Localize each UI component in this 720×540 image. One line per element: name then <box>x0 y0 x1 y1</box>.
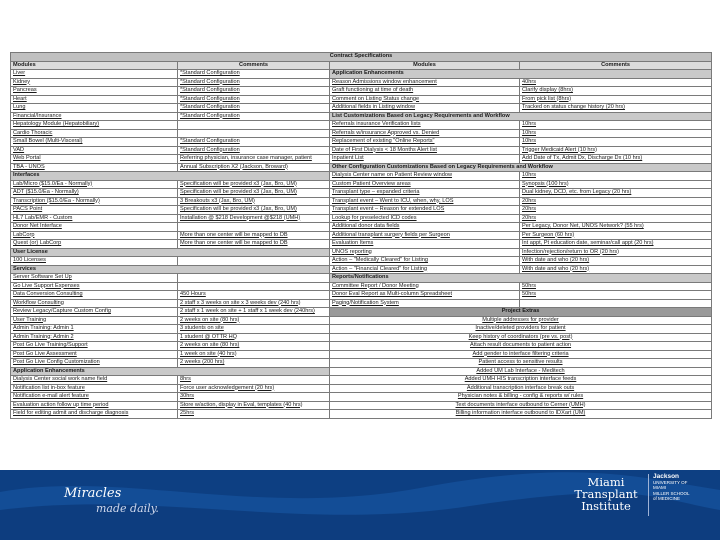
table-row <box>11 299 712 308</box>
table-row <box>11 104 712 113</box>
right-comment-cell: 50hrs <box>520 291 712 300</box>
left-comment-cell: More than one center will be mapped to DB <box>178 240 330 249</box>
table-row <box>11 376 712 385</box>
left-module-cell: Lab/Micro ($15.0/Ea - Normally) <box>11 180 178 189</box>
table-row <box>11 163 712 172</box>
left-comment-cell: Store w/action, display in Eval, templates (40 hrs) <box>178 401 330 410</box>
left-section-header: Application Enhancements <box>11 367 330 376</box>
left-comment-cell: 30hrs <box>178 393 330 402</box>
left-module-cell: Financial/Insurance <box>11 112 178 121</box>
project-extra-item: Added UMH HIS transcription interface feeds <box>330 376 712 385</box>
project-extra-item: Inactive/deleted providers for patient <box>330 325 712 334</box>
right-comment-cell: 40hrs <box>520 78 712 87</box>
right-module-cell: Lookup for preselected ICD codes <box>330 214 520 223</box>
left-comment-cell: *Standard Configuration <box>178 78 330 87</box>
table-row <box>11 265 712 274</box>
left-module-cell: Post Go Live Config Customization <box>11 359 178 368</box>
table-row <box>11 342 712 351</box>
left-comment-cell: *Standard Configuration <box>178 138 330 147</box>
table-row <box>11 138 712 147</box>
table-row <box>11 129 712 138</box>
right-module-cell: Donor Eval Report as Multi-column Spreadsheet <box>330 291 520 300</box>
right-comment-cell: 20hrs <box>520 197 712 206</box>
left-comment-cell: Force user acknowledgement (20 hrs) <box>178 384 330 393</box>
project-extra-item: Billing information interface outbound to IDXart (UM) <box>330 410 712 419</box>
left-module-cell: Field for editing admit and discharge diagnosis <box>11 410 178 419</box>
right-module-cell: Additional fields in Listing window <box>330 104 520 113</box>
left-comment-cell: 2 weeks on site (80 hrs) <box>178 342 330 351</box>
table-row <box>11 359 712 368</box>
left-comment-cell: Referring physician, insurance case manager, patient <box>178 155 330 164</box>
left-comment-cell: *Standard Configuration <box>178 87 330 96</box>
left-comment-cell: Specification will be provided x3 (Jax, Bro, UM) <box>178 189 330 198</box>
right-section-header: Reports/Notifications <box>330 274 712 283</box>
table-row <box>11 206 712 215</box>
left-comment-cell: *Standard Configuration <box>178 104 330 113</box>
right-comment-cell: 20hrs <box>520 206 712 215</box>
table-row <box>11 308 712 317</box>
table-row <box>11 231 712 240</box>
right-comment-cell: Int appt, Pt education date, seminar/call appt (20 hrs) <box>520 240 712 249</box>
right-module-cell: Comment on Listing Status change <box>330 95 520 104</box>
right-comment-cell: 10hrs <box>520 121 712 130</box>
project-extra-item: Multiple addresses for provider <box>330 316 712 325</box>
table-row <box>11 214 712 223</box>
right-module-cell: Referrals insurance Verification lists <box>330 121 520 130</box>
left-module-cell: Liver <box>11 70 178 79</box>
left-module-cell: Lung <box>11 104 178 113</box>
left-module-cell: Review Legacy/Capture Custom Config <box>11 308 178 317</box>
project-extra-item: Add gender to interface filtering criteria <box>330 350 712 359</box>
left-module-cell: Post Go Live Training/Support <box>11 342 178 351</box>
institute-line-3: Institute <box>581 499 631 513</box>
left-module-cell: Web Portal <box>11 155 178 164</box>
left-module-cell: Evaluation action follow up time period <box>11 401 178 410</box>
left-comment-cell <box>178 257 330 266</box>
project-extras-title: Project Extras <box>330 308 712 317</box>
left-module-cell: Quest (or) LabCorp <box>11 240 178 249</box>
table-row <box>11 223 712 232</box>
table-row <box>11 274 712 283</box>
right-module-cell: Additional transplant surgery fields per Surgeon <box>330 231 520 240</box>
project-extra-item: Additional transcription interface break outs <box>330 384 712 393</box>
left-comment-cell: Specification will be provided x3 (Jax, Bro, UM) <box>178 180 330 189</box>
left-module-cell: Dialysis Center social work name field <box>11 376 178 385</box>
right-module-cell: Custom Patient Overview areas <box>330 180 520 189</box>
left-comment-cell <box>178 223 330 232</box>
right-module-cell: Evaluation Items <box>330 240 520 249</box>
table-row <box>11 87 712 96</box>
right-section-header: Application Enhancements <box>330 70 712 79</box>
right-module-cell: UNOS reporting <box>330 248 520 257</box>
um-logo-line-3: MILLER SCHOOL <box>653 490 690 496</box>
project-extra-item: Added UM Lab Interface - Meditech <box>330 367 712 376</box>
left-module-cell: User Training <box>11 316 178 325</box>
right-module-cell: Referrals w/insurance Approved vs. Denied <box>330 129 520 138</box>
left-module-cell: Server Software Set Up <box>11 274 178 283</box>
right-comment-cell: Infection/rejection/return to OR (20 hrs) <box>520 248 712 257</box>
right-module-cell: Paging/Notification System <box>330 299 520 308</box>
contract-specifications-sheet <box>10 52 711 460</box>
project-extra-item: Text documents interface outbound to Cerner (UMH) <box>330 401 712 410</box>
left-comment-cell: Specification will be provided x3 (Jax, Bro, UM) <box>178 206 330 215</box>
table-row <box>11 384 712 393</box>
left-comment-cell: 2 weeks (200 hrs) <box>178 359 330 368</box>
left-module-cell: 100 Licenses <box>11 257 178 266</box>
right-comment-cell: 20hrs <box>520 214 712 223</box>
table-row <box>11 316 712 325</box>
table-row <box>11 325 712 334</box>
left-module-cell: VAD <box>11 146 178 155</box>
left-module-cell: Data Conversion Consulting <box>11 291 178 300</box>
left-comment-cell: 2 staff x 1 week on site + 1 staff x 1 week dev (240hrs) <box>178 308 330 317</box>
left-module-cell: Go Live Support Expenses <box>11 282 178 291</box>
left-module-cell: PACS Point <box>11 206 178 215</box>
table-row <box>11 367 712 376</box>
left-comment-cell: Annual Subscription X2 (Jackson, Broward) <box>178 163 330 172</box>
right-comment-cell: Trigger Medicaid Alert (10 hrs) <box>520 146 712 155</box>
left-comment-cell <box>178 282 330 291</box>
left-comment-cell: 1 student @ OTTR HQ <box>178 333 330 342</box>
right-module-cell: Action – "Medically Cleared" for Listing <box>330 257 520 266</box>
table-row <box>11 146 712 155</box>
right-comment-cell: From pick list (8hrs) <box>520 95 712 104</box>
right-comment-cell: Dual kidney, DCD, etc. from Legacy (20 hrs) <box>520 189 712 198</box>
contract-specifications-table <box>10 52 712 419</box>
table-row <box>11 189 712 198</box>
right-comment-cell: 10hrs <box>520 138 712 147</box>
left-comment-cell <box>178 274 330 283</box>
table-row <box>11 240 712 249</box>
left-module-cell: Admin Training: Admin 1 <box>11 325 178 334</box>
right-comment-cell: Per Surgeon (60 hrs) <box>520 231 712 240</box>
left-module-cell: Post Go Live Assessment <box>11 350 178 359</box>
left-comment-cell: *Standard Configuration <box>178 95 330 104</box>
left-module-cell: LabCorp <box>11 231 178 240</box>
left-module-cell: Cardio Thoracic <box>11 129 178 138</box>
right-comment-cell: With date and who (20 hrs) <box>520 257 712 266</box>
table-row <box>11 248 712 257</box>
left-comment-cell: 450 Hours <box>178 291 330 300</box>
left-modules-header: Modules <box>11 61 178 70</box>
table-row <box>11 172 712 181</box>
table-row <box>11 291 712 300</box>
left-comment-cell: Installation @ $218 Development @$218 (UMH) <box>178 214 330 223</box>
right-module-cell: Reason Admissions window enhancement <box>330 78 520 87</box>
right-module-cell: Graft functioning at time of death <box>330 87 520 96</box>
table-row <box>11 70 712 79</box>
table-row <box>11 410 712 419</box>
left-comment-cell: 25hrs <box>178 410 330 419</box>
left-comment-cell: More than one center will be mapped to DB <box>178 231 330 240</box>
project-extra-item: Patient access to sensitive results <box>330 359 712 368</box>
slogan-made-daily: made daily. <box>96 502 159 515</box>
right-module-cell: Committee Report / Donor Meeting <box>330 282 520 291</box>
um-logo-line-2: MIAMI <box>653 485 666 490</box>
left-module-cell: Admin Training: Admin 2 <box>11 333 178 342</box>
table-row <box>11 121 712 130</box>
right-comments-header: Comments <box>520 61 712 70</box>
left-module-cell: Hepatology Module (Hepatobiliary) <box>11 121 178 130</box>
left-module-cell: Heart <box>11 95 178 104</box>
left-module-cell: Notification list in-box feature <box>11 384 178 393</box>
left-section-header: User License <box>11 248 330 257</box>
left-comment-cell: 1 week on site (40 hrs) <box>178 350 330 359</box>
project-extra-item: Physician notes & billing - config & reports w/ rules <box>330 393 712 402</box>
right-module-cell: Transplant type – expanded criteria <box>330 189 520 198</box>
left-comment-cell: 2 weeks on site (80 hrs) <box>178 316 330 325</box>
right-comment-cell: 10hrs <box>520 129 712 138</box>
project-extra-item: Attach result documents to patient action <box>330 342 712 351</box>
left-module-cell: TBA - UNOS <box>11 163 178 172</box>
right-module-cell: Action – "Financial Cleared" for Listing <box>330 265 520 274</box>
right-section-header: List Customizations Based on Legacy Requirements and Workflow <box>330 112 712 121</box>
left-module-cell: Transcription ($15.0/Ea - Normally) <box>11 197 178 206</box>
slogan-miracles: Miracles <box>64 486 122 501</box>
left-module-cell: Workflow Consulting <box>11 299 178 308</box>
right-comment-cell: Add Date of Tx, Admit Dx, Discharge Dx (10 hrs) <box>520 155 712 164</box>
table-row <box>11 401 712 410</box>
right-module-cell: Date of First Dialysis < 18 Months Alert list <box>330 146 520 155</box>
right-comment-cell: With date and who (20 hrs) <box>520 265 712 274</box>
left-comment-cell: 8hrs <box>178 376 330 385</box>
table-row <box>11 393 712 402</box>
right-module-cell: Transplant event – Went to ICU, when, why, LOS <box>330 197 520 206</box>
left-comment-cell: 3 students on site <box>178 325 330 334</box>
right-comment-cell: Tracked on status change history (20 hrs) <box>520 104 712 113</box>
table-title: Contract Specifications <box>11 53 712 62</box>
left-module-cell: Donor Net Interface <box>11 223 178 232</box>
right-modules-header: Modules <box>330 61 520 70</box>
left-comment-cell <box>178 129 330 138</box>
left-comment-cell: 2 staff x 3 weeks on site x 3 weeks dev (240 hrs) <box>178 299 330 308</box>
right-module-cell: Inpatient List <box>330 155 520 164</box>
table-body <box>11 70 712 419</box>
right-module-cell: Dialysis Center name on Patient Review window <box>330 172 520 181</box>
left-module-cell: Kidney <box>11 78 178 87</box>
right-module-cell: Transplant event – Reason for extended LOS <box>330 206 520 215</box>
right-module-cell: Additional donor data fields <box>330 223 520 232</box>
table-row <box>11 95 712 104</box>
jackson-logo-text: Jackson <box>653 473 680 480</box>
left-module-cell: HL7 Lab/EMR - Custom <box>11 214 178 223</box>
right-comment-cell: 10hrs <box>520 172 712 181</box>
right-comment-cell <box>520 299 712 308</box>
left-module-cell: Notification e-mail alert feature <box>11 393 178 402</box>
partner-logos <box>648 474 693 516</box>
um-logo-line-1: UNIVERSITY OF <box>653 479 688 485</box>
institute-name <box>566 476 646 512</box>
left-comment-cell: *Standard Configuration <box>178 146 330 155</box>
left-module-cell: ADT ($15.0/Ea - Normally) <box>11 189 178 198</box>
table-row <box>11 112 712 121</box>
table-row <box>11 350 712 359</box>
right-comment-cell: Clarify display (8hrs) <box>520 87 712 96</box>
right-section-header: Other Configuration Customizations Based on Legacy Requirements and Workflow <box>330 163 712 172</box>
left-comments-header: Comments <box>178 61 330 70</box>
right-comment-cell: Per Legacy, Donor Net, UNOS Network? (55 hrs) <box>520 223 712 232</box>
institute-line-1: Miami <box>587 475 625 489</box>
table-row <box>11 257 712 266</box>
table-row <box>11 155 712 164</box>
left-section-header: Services <box>11 265 330 274</box>
left-section-header: Interfaces <box>11 172 330 181</box>
left-module-cell: Small Bowel (Multi-Visceral) <box>11 138 178 147</box>
table-row <box>11 78 712 87</box>
left-comment-cell: *Standard Configuration <box>178 70 330 79</box>
left-module-cell: Pancreas <box>11 87 178 96</box>
left-comment-cell: *Standard Configuration <box>178 112 330 121</box>
left-comment-cell <box>178 121 330 130</box>
institute-line-2: Transplant <box>574 487 638 501</box>
project-extra-item: Keep history of coordinators (pre vs. post) <box>330 333 712 342</box>
um-logo-line-4: of MEDICINE <box>653 496 681 501</box>
right-module-cell: Replacement of existing "Online Reports" <box>330 138 520 147</box>
table-row <box>11 333 712 342</box>
right-comment-cell: Synopsis (100 hrs) <box>520 180 712 189</box>
table-row <box>11 180 712 189</box>
left-comment-cell: 3 Breakouts x3 (Jax, Bro, UM) <box>178 197 330 206</box>
right-comment-cell: 50hrs <box>520 282 712 291</box>
table-row <box>11 282 712 291</box>
table-row <box>11 197 712 206</box>
